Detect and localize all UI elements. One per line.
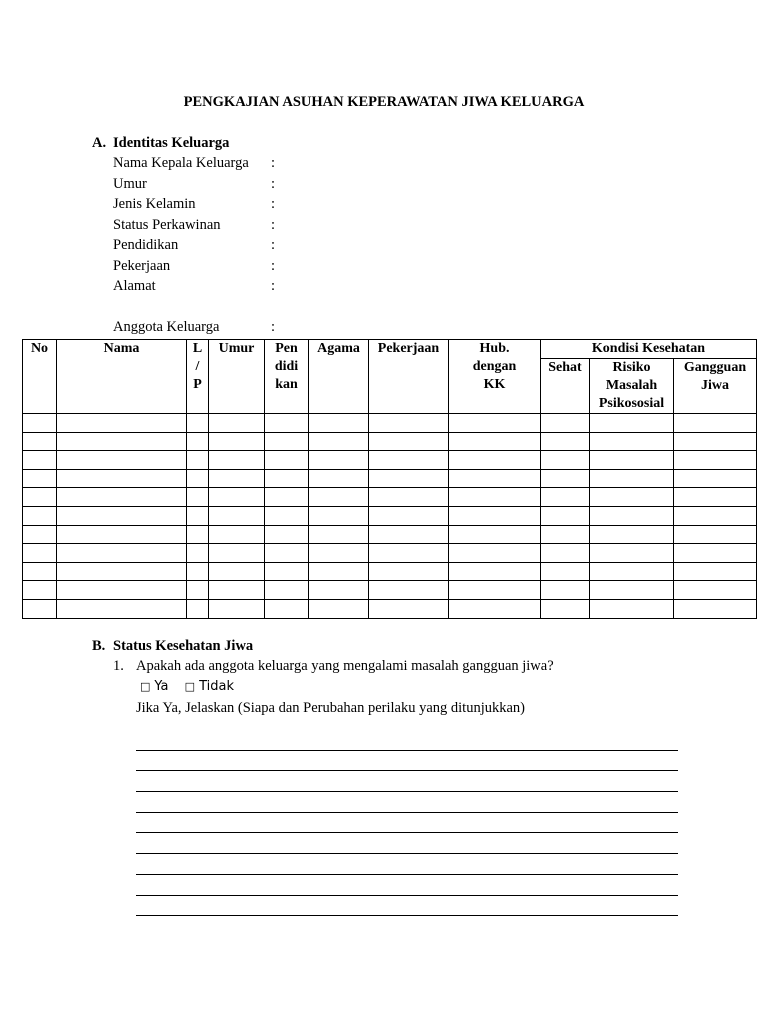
table-cell[interactable] xyxy=(674,469,757,488)
table-cell[interactable] xyxy=(265,562,309,581)
table-cell[interactable] xyxy=(674,544,757,563)
table-cell[interactable] xyxy=(23,562,57,581)
question-number: 1. xyxy=(113,658,124,674)
table-cell[interactable] xyxy=(209,488,265,507)
table-cell[interactable] xyxy=(209,525,265,544)
table-cell[interactable] xyxy=(309,562,369,581)
table-cell[interactable] xyxy=(209,599,265,618)
table-cell[interactable] xyxy=(449,581,541,600)
table-cell[interactable] xyxy=(23,414,57,433)
table-cell[interactable] xyxy=(209,581,265,600)
table-cell[interactable] xyxy=(449,599,541,618)
table-cell[interactable] xyxy=(541,525,590,544)
table-cell[interactable] xyxy=(541,451,590,470)
table-cell[interactable] xyxy=(541,599,590,618)
field-label: Nama Kepala Keluarga xyxy=(113,155,249,171)
table-cell[interactable] xyxy=(541,488,590,507)
field-status-perkawinan[interactable] xyxy=(113,215,313,236)
question-list xyxy=(113,656,713,676)
table-cell[interactable] xyxy=(265,432,309,451)
table-cell[interactable] xyxy=(265,599,309,618)
anggota-colon: : xyxy=(271,319,276,335)
answer-lines[interactable] xyxy=(136,730,678,916)
table-cell[interactable] xyxy=(449,414,541,433)
answer-line[interactable] xyxy=(136,771,678,792)
table-cell[interactable] xyxy=(309,488,369,507)
table-cell[interactable] xyxy=(369,544,449,563)
col-header-pendidikan: Pen didi kan xyxy=(265,340,309,414)
col-header-agama: Agama xyxy=(309,340,369,414)
table-cell[interactable] xyxy=(57,525,187,544)
table-cell[interactable] xyxy=(369,506,449,525)
field-colon: : xyxy=(271,175,276,192)
col-header-sehat: Sehat xyxy=(541,359,590,414)
table-row xyxy=(23,432,757,451)
table-cell[interactable] xyxy=(590,488,674,507)
table-cell[interactable] xyxy=(57,562,187,581)
field-colon: : xyxy=(271,257,276,274)
table-cell[interactable] xyxy=(309,599,369,618)
table-cell[interactable] xyxy=(369,599,449,618)
table-cell[interactable] xyxy=(209,451,265,470)
table-cell[interactable] xyxy=(369,414,449,433)
field-nama-kepala-keluarga[interactable] xyxy=(113,153,313,174)
table-cell[interactable] xyxy=(541,432,590,451)
field-label: Alamat xyxy=(113,278,156,294)
table-cell[interactable] xyxy=(541,469,590,488)
explain-prompt: Jika Ya, Jelaskan (Siapa dan Perubahan perilaku yang ditunjukkan) xyxy=(136,700,525,716)
table-cell[interactable] xyxy=(265,414,309,433)
table-cell[interactable] xyxy=(23,599,57,618)
answer-line[interactable] xyxy=(136,833,678,854)
col-header-risiko: Risiko Masalah Psikososial xyxy=(590,359,674,414)
table-cell[interactable] xyxy=(449,451,541,470)
table-cell[interactable] xyxy=(369,469,449,488)
table-cell[interactable] xyxy=(309,525,369,544)
answer-line[interactable] xyxy=(136,896,678,917)
table-cell[interactable] xyxy=(57,488,187,507)
table-cell[interactable] xyxy=(187,506,209,525)
table-cell[interactable] xyxy=(265,544,309,563)
section-a-heading xyxy=(92,134,229,152)
anggota-label: Anggota Keluarga xyxy=(113,319,220,335)
table-cell[interactable] xyxy=(590,469,674,488)
table-cell[interactable] xyxy=(23,506,57,525)
table-cell[interactable] xyxy=(23,451,57,470)
table-cell[interactable] xyxy=(674,488,757,507)
table-row xyxy=(23,488,757,507)
table-cell[interactable] xyxy=(449,488,541,507)
table-cell[interactable] xyxy=(187,581,209,600)
table-cell[interactable] xyxy=(57,599,187,618)
field-colon: : xyxy=(271,155,276,171)
table-cell[interactable] xyxy=(309,544,369,563)
field-label: Status Perkawinan xyxy=(113,216,221,233)
table-cell[interactable] xyxy=(309,581,369,600)
field-pekerjaan[interactable] xyxy=(113,256,313,277)
table-cell[interactable] xyxy=(57,506,187,525)
table-cell[interactable] xyxy=(57,432,187,451)
table-cell[interactable] xyxy=(449,544,541,563)
answer-options xyxy=(140,677,246,697)
table-cell[interactable] xyxy=(541,414,590,433)
col-header-gangguan-jiwa: Gangguan Jiwa xyxy=(674,359,757,414)
col-header-kondisi-kesehatan: Kondisi Kesehatan xyxy=(541,340,757,359)
field-label: Jenis Kelamin xyxy=(113,196,196,212)
table-cell[interactable] xyxy=(369,432,449,451)
answer-line[interactable] xyxy=(136,751,678,772)
answer-line[interactable] xyxy=(136,813,678,834)
table-cell[interactable] xyxy=(369,451,449,470)
table-cell[interactable] xyxy=(674,451,757,470)
table-cell[interactable] xyxy=(674,581,757,600)
table-cell[interactable] xyxy=(449,562,541,581)
option-ya[interactable] xyxy=(140,677,169,697)
section-a-title: Identitas Keluarga xyxy=(113,135,230,151)
field-jenis-kelamin[interactable] xyxy=(113,194,313,215)
field-label: Pekerjaan xyxy=(113,257,171,274)
table-row xyxy=(23,451,757,470)
table-cell[interactable] xyxy=(187,544,209,563)
family-members-table xyxy=(22,339,757,619)
section-b-title: Status Kesehatan Jiwa xyxy=(113,638,254,654)
table-cell[interactable] xyxy=(590,581,674,600)
table-row xyxy=(23,562,757,581)
answer-line[interactable] xyxy=(136,854,678,875)
table-cell[interactable] xyxy=(309,469,369,488)
table-cell[interactable] xyxy=(590,525,674,544)
table-cell[interactable] xyxy=(309,432,369,451)
field-label: Pendidikan xyxy=(113,237,179,253)
table-cell[interactable] xyxy=(23,432,57,451)
col-header-no: No xyxy=(23,340,57,414)
table-cell[interactable] xyxy=(187,525,209,544)
table-cell[interactable] xyxy=(590,562,674,581)
table-cell[interactable] xyxy=(449,432,541,451)
field-colon: : xyxy=(271,196,276,212)
answer-line[interactable] xyxy=(136,792,678,813)
table-cell[interactable] xyxy=(309,451,369,470)
col-header-pekerjaan: Pekerjaan xyxy=(369,340,449,414)
table-cell[interactable] xyxy=(57,451,187,470)
checkbox-icon[interactable]: □ xyxy=(140,680,151,693)
page-title: PENGKAJIAN ASUHAN KEPERAWATAN JIWA KELUARGA xyxy=(183,94,585,110)
table-cell[interactable] xyxy=(674,599,757,618)
table-row xyxy=(23,544,757,563)
table-cell[interactable] xyxy=(187,599,209,618)
table-cell[interactable] xyxy=(674,506,757,525)
table-cell[interactable] xyxy=(23,544,57,563)
identity-fields xyxy=(113,153,313,297)
table-cell[interactable] xyxy=(265,581,309,600)
col-header-nama: Nama xyxy=(57,340,187,414)
table-cell[interactable] xyxy=(187,432,209,451)
table-cell[interactable] xyxy=(23,469,57,488)
table-cell[interactable] xyxy=(265,506,309,525)
table-cell[interactable] xyxy=(369,581,449,600)
table-cell[interactable] xyxy=(265,488,309,507)
field-umur[interactable] xyxy=(113,174,313,195)
table-cell[interactable] xyxy=(541,562,590,581)
table-cell[interactable] xyxy=(309,414,369,433)
table-cell[interactable] xyxy=(187,562,209,581)
table-cell[interactable] xyxy=(23,581,57,600)
table-cell[interactable] xyxy=(590,414,674,433)
table-cell[interactable] xyxy=(209,506,265,525)
col-header-lp: L / P xyxy=(187,340,209,414)
checkbox-icon[interactable]: □ xyxy=(184,680,196,693)
table-cell[interactable] xyxy=(187,488,209,507)
table-cell[interactable] xyxy=(369,525,449,544)
table-row xyxy=(23,469,757,488)
table-cell[interactable] xyxy=(369,562,449,581)
field-alamat[interactable] xyxy=(113,276,313,297)
table-cell[interactable] xyxy=(541,581,590,600)
table-cell[interactable] xyxy=(449,469,541,488)
answer-line[interactable] xyxy=(136,875,678,896)
section-b-letter: B. xyxy=(92,638,106,654)
table-body xyxy=(23,414,757,619)
table-cell[interactable] xyxy=(187,414,209,433)
table-cell[interactable] xyxy=(590,432,674,451)
col-header-hub-kk: Hub. dengan KK xyxy=(449,340,541,414)
table-cell[interactable] xyxy=(209,432,265,451)
table-row xyxy=(23,414,757,433)
option-label: Ya xyxy=(154,679,169,694)
option-label: Tidak xyxy=(199,679,234,694)
table-cell[interactable] xyxy=(265,525,309,544)
table-row xyxy=(23,599,757,618)
table-cell[interactable] xyxy=(590,506,674,525)
section-a-letter: A. xyxy=(92,135,107,151)
table-cell[interactable] xyxy=(449,525,541,544)
field-pendidikan[interactable] xyxy=(113,235,313,256)
table-row xyxy=(23,581,757,600)
table-cell[interactable] xyxy=(209,544,265,563)
table-cell[interactable] xyxy=(590,544,674,563)
table-cell[interactable] xyxy=(57,544,187,563)
table-cell[interactable] xyxy=(449,506,541,525)
table-cell[interactable] xyxy=(23,525,57,544)
anggota-keluarga-label-row xyxy=(113,317,313,337)
table-cell[interactable] xyxy=(590,451,674,470)
table-cell[interactable] xyxy=(541,506,590,525)
table-cell[interactable] xyxy=(674,414,757,433)
table-cell[interactable] xyxy=(369,488,449,507)
section-b-heading xyxy=(92,637,253,655)
table-cell[interactable] xyxy=(541,544,590,563)
table-row xyxy=(23,506,757,525)
question-item xyxy=(113,656,713,676)
col-header-umur: Umur xyxy=(209,340,265,414)
field-label: Umur xyxy=(113,175,147,192)
table-cell[interactable] xyxy=(187,451,209,470)
table-cell[interactable] xyxy=(674,562,757,581)
table-cell[interactable] xyxy=(265,451,309,470)
table-row xyxy=(23,525,757,544)
table-cell[interactable] xyxy=(209,469,265,488)
table-cell[interactable] xyxy=(57,581,187,600)
option-tidak[interactable] xyxy=(185,677,234,697)
table-cell[interactable] xyxy=(57,469,187,488)
table-cell[interactable] xyxy=(674,432,757,451)
table-cell[interactable] xyxy=(209,562,265,581)
table-cell[interactable] xyxy=(674,525,757,544)
table-cell[interactable] xyxy=(309,506,369,525)
field-colon: : xyxy=(271,237,276,253)
table-cell[interactable] xyxy=(265,469,309,488)
table-cell[interactable] xyxy=(590,599,674,618)
field-colon: : xyxy=(271,278,276,294)
table-cell[interactable] xyxy=(187,469,209,488)
table-cell[interactable] xyxy=(23,488,57,507)
field-colon: : xyxy=(271,216,276,233)
table-cell[interactable] xyxy=(57,414,187,433)
table-cell[interactable] xyxy=(209,414,265,433)
answer-line[interactable] xyxy=(136,730,678,751)
question-text: Apakah ada anggota keluarga yang mengalami masalah gangguan jiwa? xyxy=(136,658,554,674)
